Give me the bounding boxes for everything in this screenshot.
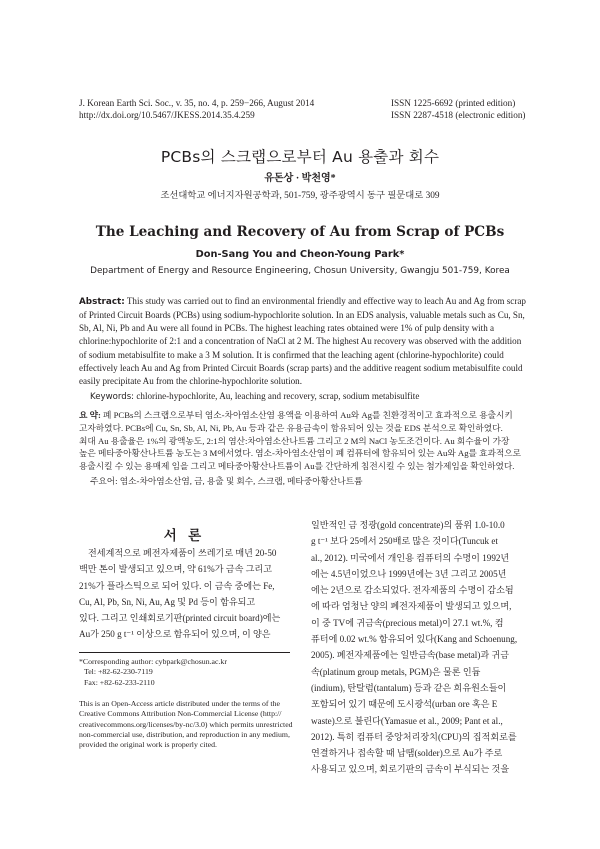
license-line[interactable]: creativecommons.org/licenses/by-nc/3.0) which permits unrestricted bbox=[79, 719, 293, 729]
body-line: 전세계적으로 폐전자제품이 쓰레기로 매년 20-50 bbox=[88, 548, 277, 558]
body-line: 퓨터에 0.02 wt.% 함유되어 있다(Kang and Schoenung, bbox=[311, 634, 518, 645]
authors-english: Don-Sang You and Cheon-Young Park* bbox=[195, 249, 405, 260]
journal-citation: J. Korean Earth Sci. Soc., v. 35, no. 4, p. 259−266, August 2014 bbox=[79, 98, 315, 108]
license-line: This is an Open-Access article distributed under the terms of the bbox=[79, 699, 280, 708]
abstract-korean-line: 최대 Au 용출율은 1%의 광액농도, 2:1의 염산:차아염소산나트륨 그리고 2 M의 NaCl 농도조건이다. Au 회수율이 가장 bbox=[79, 435, 510, 446]
corresponding-author[interactable]: *Corresponding author: cybpark@chosun.ac.kr bbox=[79, 657, 227, 666]
body-line: 에는 4.5년이었으나 1999년에는 3년 그리고 2005년 bbox=[311, 568, 507, 579]
keywords-korean bbox=[90, 475, 363, 488]
abstract-line: chlorine:hypochlorite of 2:1 and a concentration of NaCl at 2 M. The highest Au recovery was observed with the addition bbox=[79, 336, 522, 347]
affiliation-korean: 조선대학교 에너지자원공학과, 501-759, 광주광역시 동구 필문대로 309 bbox=[160, 191, 440, 201]
body-line: 에는 2년으로 감소되었다. 전자제품의 수명이 감소됨 bbox=[311, 585, 514, 596]
abstract-label: Abstract: bbox=[79, 297, 125, 307]
license-line: Creative Commons Attribution Non-Commercial License (http:// bbox=[79, 709, 282, 719]
abstract-korean-line: 높은 메타중아황산나트륨 농도는 3 M에서였다. 염소-차아염소산염이 폐 컴퓨터에 함유되어 있는 Au와 Ag를 효과적으로 bbox=[79, 448, 522, 459]
abstract-korean-line: 요 약: 폐 PCBs의 스크랩으로부터 염소-차아염소산염 용액을 이용하여 Au와 Ag를 친환경적이고 효과적으로 용출시키 bbox=[79, 410, 513, 420]
abstract-korean-label: 요 약: bbox=[79, 410, 101, 420]
body-line: g t⁻¹ 보다 25에서 250배로 많은 것이다(Tuncuk et bbox=[311, 536, 498, 547]
title-english: The Leaching and Recovery of Au from Scrap of PCBs bbox=[95, 224, 505, 240]
body-line: (indium), 탄탈럼(tantalum) 등과 같은 희유원소들이 bbox=[311, 682, 507, 693]
body-line: Au가 250 g t⁻¹ 이상으로 함유되어 있으며, 이 양은 bbox=[79, 629, 271, 640]
abstract-korean-line: 용출시킬 수 있는 용매제 임을 그리고 메타중아황산나트륨이 Au를 간단하게 침전시킬 수 있는 첨가제임을 확인하였다. bbox=[79, 461, 515, 472]
footnote bbox=[79, 657, 290, 688]
body-column-right bbox=[311, 517, 522, 778]
title-korean: PCBs의 스크랩으로부터 Au 용출과 회수 bbox=[160, 148, 440, 166]
body-line: 에 따라 엄청난 양의 폐전자제품이 발생되고 있으며, bbox=[311, 601, 512, 612]
body-line: waste)으로 불린다(Yamasue et al., 2009; Pant et al., bbox=[311, 715, 503, 726]
license-line: non-commercial use, distribution, and reproduction in any medium, bbox=[79, 729, 290, 739]
keywords-text: chlorine-hypochlorite, Au, leaching and recovery, scrap, sodium metabisulfite bbox=[136, 391, 420, 401]
keywords-label: Keywords: bbox=[90, 392, 135, 402]
keywords-korean-label: 주요어: bbox=[90, 476, 118, 486]
abstract-line: Sb, Al, Ni, Pb and Au were all found in PCBs. The highest leaching rates obtained were 1% of pulp density with a bbox=[79, 323, 495, 334]
authors-korean: 유돈상 · 박천영* bbox=[264, 173, 336, 184]
abstract-line: of Printed Circuit Boards (PCBs) using sodium-hypochlorite solution. In an EDS analysis, valuable metals such as Cu, Sn, bbox=[79, 310, 525, 321]
body-line: Cu, Al, Pb, Sn, Ni, Au, Ag 및 Pd 등이 함유되고 bbox=[79, 596, 256, 607]
abstract-line: effectively leach Au and Ag from Printed Circuit Boards (scrap parts) and the additive reagent sodium metabisulfite could bbox=[79, 362, 523, 373]
keywords-korean-text: 염소-차아염소산염, 금, 용출 및 회수, 스크랩, 메타중아황산나트륨 bbox=[119, 476, 363, 486]
body-line: 이 중 TV에 귀금속(precious metal)이 27.1 wt.%, 컴 bbox=[311, 617, 504, 628]
issn-print: ISSN 1225-6692 (printed edition) bbox=[391, 98, 516, 108]
affiliation-english: Department of Energy and Resource Engineering, Chosun University, Gwangju 501-759, Korea bbox=[90, 266, 510, 276]
fax: Fax: +82-62-233-2110 bbox=[84, 677, 155, 687]
issn-electronic: ISSN 2287-4518 (electronic edition) bbox=[391, 110, 526, 120]
body-column-left bbox=[79, 545, 290, 643]
abstract-line: Abstract: This study was carried out to find an environmental friendly and effective way to leach Au and Ag from scrap bbox=[79, 296, 526, 307]
doi-link[interactable]: http://dx.doi.org/10.5467/JKESS.2014.35.4.259 bbox=[79, 110, 255, 120]
abstract-line: of sodium metabisulfite to make a 3 M solution. It is confirmed that the leaching agent (chlorine-hypochlorite) could bbox=[79, 349, 504, 360]
body-line: 포함되어 있기 때문에 도시광석(urban ore 혹은 E bbox=[311, 699, 498, 710]
abstract bbox=[79, 295, 526, 388]
license-notice bbox=[79, 699, 293, 750]
body-line: 2012). 특히 컴퓨터 중앙처리장치(CPU)의 집적회로를 bbox=[311, 731, 517, 742]
keywords bbox=[90, 390, 419, 404]
body-line: 2005). 폐전자제품에는 일반금속(base metal)과 귀금 bbox=[311, 650, 509, 661]
body-line: 백만 톤이 발생되고 있으며, 약 61%가 금속 그리고 bbox=[79, 564, 272, 575]
license-line: provided the original work is properly cited. bbox=[79, 740, 217, 750]
body-line: 연결하거나 접속할 때 납땜(solder)으로 Au가 주로 bbox=[311, 748, 503, 759]
body-line: 사용되고 있으며, 회로기판의 금속이 부식되는 것을 bbox=[311, 764, 510, 775]
body-line: 속(platinum group metals, PGM)은 물론 인듐 bbox=[311, 666, 481, 677]
section-heading: 서 론 bbox=[163, 528, 206, 543]
abstract-korean-line: 고자하였다. PCBs에 Cu, Sn, Sb, Al, Ni, Pb, Au 등과 같은 유용금속이 함유되어 있는 것을 EDS 분석으로 확인하였다. bbox=[79, 422, 503, 433]
body-line: 21%가 플라스틱으로 되어 있다. 이 금속 중에는 Fe, bbox=[79, 580, 275, 591]
abstract-korean bbox=[79, 409, 524, 473]
telephone: Tel: +82-62-230-7119 bbox=[84, 667, 153, 677]
body-line: 있다. 그리고 인쇄회로기판(printed circuit board)에는 bbox=[79, 613, 281, 624]
abstract-line: easily precipitate Au from the chlorine-hypochlorite solution. bbox=[79, 375, 302, 386]
body-line: 일반적인 금 정광(gold concentrate)의 품위 1.0-10.0 bbox=[311, 520, 505, 530]
body-line: al., 2012). 미국에서 개인용 컴퓨터의 수명이 1992년 bbox=[311, 552, 510, 563]
footnote-divider bbox=[79, 652, 290, 653]
